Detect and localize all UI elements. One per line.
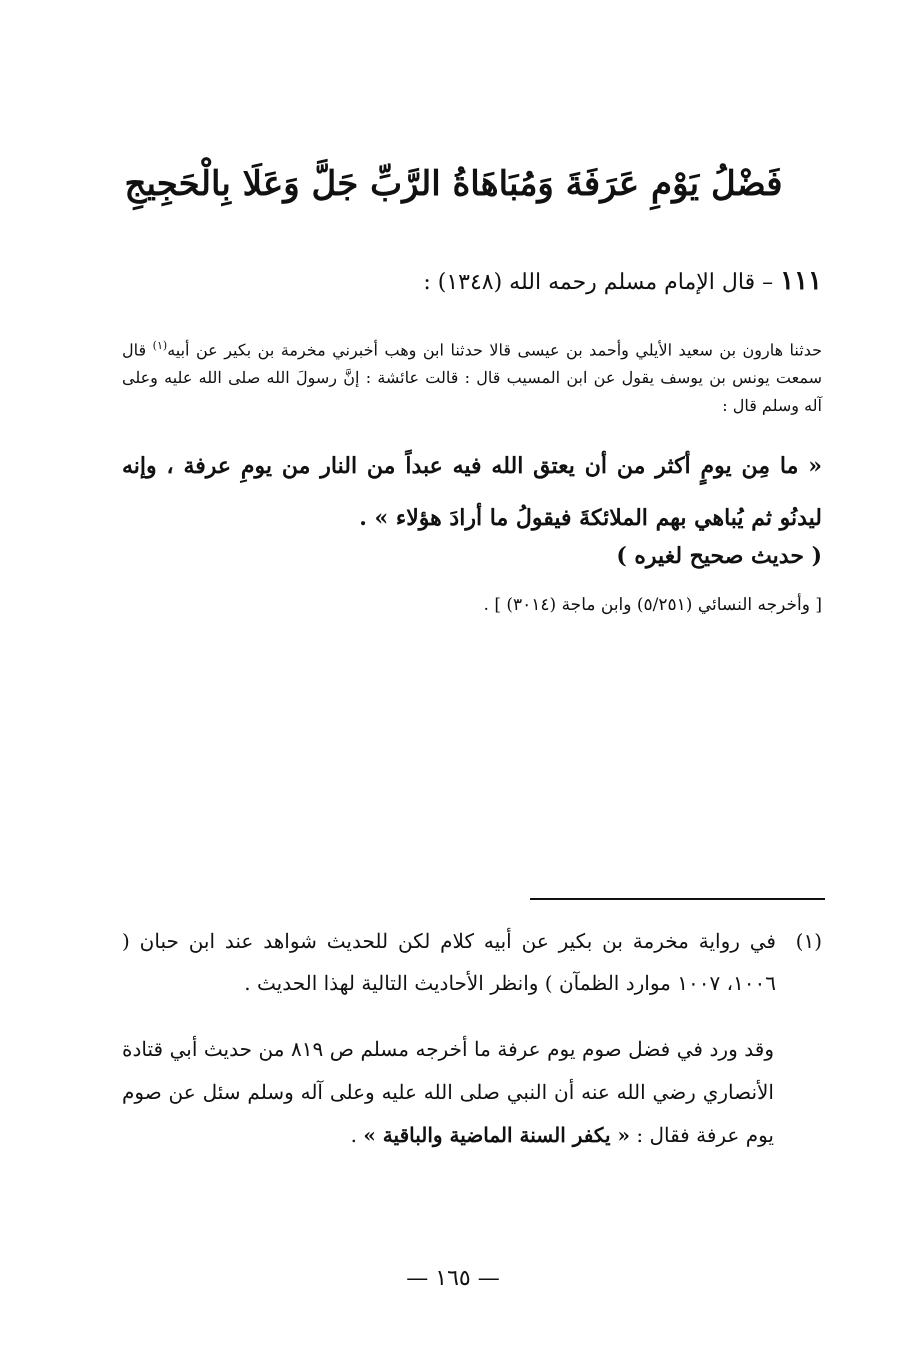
note-quote: « يكفر السنة الماضية والباقية » bbox=[363, 1123, 630, 1147]
hadith-text: « ما مِن يومٍ أكثر من أن يعتق الله فيه عبداً من النار من يومِ عرفة ، وإنه ليدنُو ثم يُباهي بهم الملائكةَ فيقولُ ما أرادَ هؤلاء » . bbox=[122, 453, 822, 531]
note-end: . bbox=[350, 1123, 364, 1147]
note-text: وقد ورد في فضل صوم يوم عرفة ما أخرجه مسلم ص ٨١٩ من حديث أبي قتادة الأنصاري رضي الله عنه أن النبي صلى الله عليه وعلى آله وسلم سئل عن صوم يوم عرفة فقال : bbox=[122, 1037, 774, 1147]
footnote-reference: (١) bbox=[152, 339, 168, 352]
footnote bbox=[122, 920, 822, 1004]
isnad-text-part1: حدثنا هارون بن سعيد الأيلي وأحمد بن عيسى قالا حدثنا ابن وهب أخبرني مخرمة بن بكير عن أبيه bbox=[167, 340, 823, 360]
page-number: — ١٦٥ — bbox=[406, 1266, 500, 1291]
chapter-title: فَضْلُ يَوْمِ عَرَفَةَ وَمُبَاهَاةُ الرَّبِّ جَلَّ وَعَلَا بِالْحَجِيجِ bbox=[124, 164, 783, 204]
isnad-text-part2: قال سمعت يونس بن يوسف يقول عن ابن المسيب قال : قالت عائشة : إنَّ رسولَ الله صلى الله عليه وعلى آله وسلم قال : bbox=[122, 340, 822, 416]
footnote-text: في رواية مخرمة بن بكير عن أبيه كلام لكن للحديث شواهد عند ابن حبان ( ١٠٠٦، ١٠٠٧ موارد الظمآن ) وانظر الأحاديث التالية لهذا الحديث . bbox=[122, 929, 776, 995]
takhrij-reference: [ وأخرجه النسائي (٥/٢٥١) وابن ماجة (٣٠١٤) ] . bbox=[483, 595, 822, 615]
hadith-number: ١١١ bbox=[780, 266, 822, 296]
hadith-intro bbox=[160, 264, 822, 300]
footnote-divider bbox=[530, 898, 825, 900]
footnote-note bbox=[122, 1028, 774, 1157]
isnad-paragraph bbox=[122, 332, 822, 420]
footnote-marker: (١) bbox=[795, 929, 822, 953]
hadith-grade: ( حديث صحيح لغيره ) bbox=[616, 543, 822, 569]
intro-text: – قال الإمام مسلم رحمه الله (١٣٤٨) : bbox=[423, 270, 774, 295]
